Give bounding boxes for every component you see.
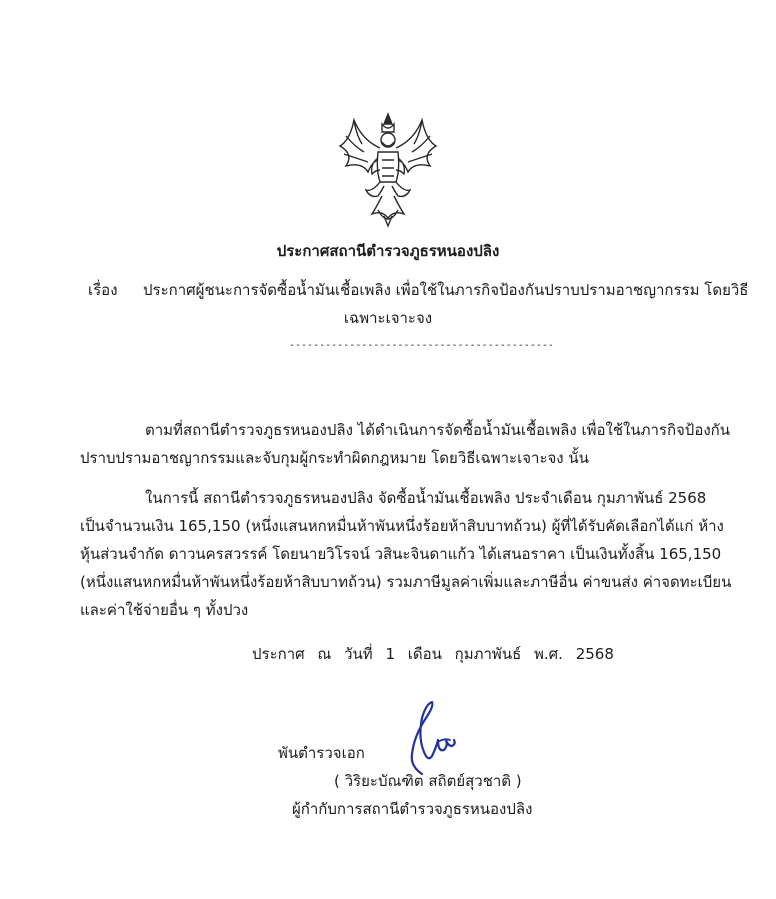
paragraph-1-line-1: ตามที่สถานีตำรวจภูธรหนองปลิง ได้ดำเนินการจัดซื้อน้ำมันเชื้อเพลิง เพื่อใช้ในภารกิจป้องกัน [145, 421, 730, 439]
subject-text-line-1: ประกาศผู้ชนะการจัดซื้อน้ำมันเชื้อเพลิง เพื่อใช้ในภารกิจป้องกันปราบปรามอาชญากรรม โดยวิธี [143, 281, 749, 299]
paragraph-2-line-5: และค่าใช้จ่ายอื่น ๆ ทั้งปวง [80, 601, 249, 619]
garuda-emblem-icon [332, 110, 444, 230]
subject-label: เรื่อง [88, 281, 118, 299]
paragraph-1-line-2: ปราบปรามอาชญากรรมและจับกุมผู้กระทำผิดกฎหมาย โดยวิธีเฉพาะเจาะจง นั้น [80, 449, 589, 467]
signature-icon [388, 696, 478, 776]
announcement-date: ประกาศ ณ วันที่ 1 เดือน กุมภาพันธ์ พ.ศ. 2568 [252, 645, 614, 663]
paragraph-2-line-3: หุ้นส่วนจำกัด ดาวนครสวรรค์ โดยนายวิโรจน์ วสินะจินดาแก้ว ได้เสนอราคา เป็นเงินทั้งสิ้น 165,150 [80, 545, 722, 563]
signer-position: ผู้กำกับการสถานีตำรวจภูธรหนองปลิง [292, 800, 533, 818]
divider-line: -------------------------------------------- [289, 340, 554, 351]
document-title: ประกาศสถานีตำรวจภูธรหนองปลิง [276, 242, 500, 260]
paragraph-2-line-1: ในการนี้ สถานีตำรวจภูธรหนองปลิง จัดซื้อน้ำมันเชื้อเพลิง ประจำเดือน กุมภาพันธ์ 2568 [145, 489, 707, 507]
signer-rank: พันตำรวจเอก [278, 744, 365, 762]
paragraph-2-line-2: เป็นจำนวนเงิน 165,150 (หนึ่งแสนหกหมื่นห้าพันหนึ่งร้อยห้าสิบบาทถ้วน) ผู้ที่ได้รับคัดเลือกได้แก่ ห้าง [80, 517, 724, 535]
paragraph-2-line-4: (หนึ่งแสนหกหมื่นห้าพันหนึ่งร้อยห้าสิบบาทถ้วน) รวมภาษีมูลค่าเพิ่มและภาษีอื่น ค่าขนส่ง ค่าจดทะเบียน [80, 573, 732, 591]
subject-text-line-2: เฉพาะเจาะจง [343, 309, 433, 327]
signer-name: ( วิริยะบัณฑิต สถิตย์สุวชาติ ) [334, 772, 522, 790]
